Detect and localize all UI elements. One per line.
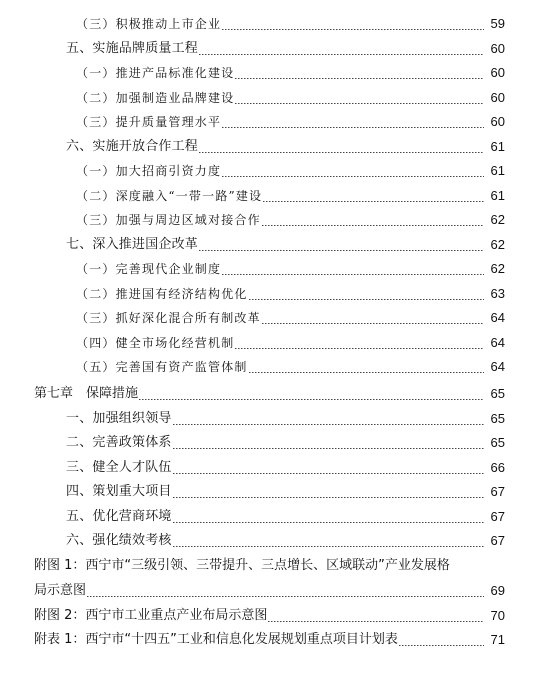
toc-entry-title: 六、实施开放合作工程 <box>66 139 199 154</box>
toc-appendix-1-line2: 局示意图 <box>34 583 87 598</box>
toc-entry-page: 60 <box>490 41 505 56</box>
toc-entry-page: 60 <box>490 114 505 129</box>
toc-entry-title: （三）加强与周边区域对接合作 <box>76 213 261 227</box>
dot-leader <box>87 596 484 597</box>
toc-entry[interactable] <box>0 13 539 35</box>
toc-entry[interactable] <box>0 307 539 329</box>
toc-entry-page: 60 <box>490 65 505 80</box>
toc-entry-title: 二、完善政策体系 <box>66 435 172 450</box>
toc-entry-page: 66 <box>490 460 505 475</box>
toc-entry[interactable] <box>0 136 539 158</box>
dot-leader <box>199 152 484 153</box>
toc-entry[interactable] <box>0 530 539 552</box>
toc-entry[interactable] <box>0 185 539 207</box>
toc-entry-page: 69 <box>490 583 505 598</box>
toc-entry[interactable] <box>0 457 539 479</box>
dot-leader <box>262 323 484 324</box>
toc-entry-page: 61 <box>490 188 505 203</box>
dot-leader <box>139 399 484 400</box>
dot-leader <box>262 225 484 226</box>
toc-entry[interactable] <box>0 160 539 182</box>
toc-entry-page: 62 <box>490 212 505 227</box>
toc-entry-title: （三）抓好深化混合所有制改革 <box>76 311 261 325</box>
toc-entry[interactable] <box>0 332 539 354</box>
toc-entry[interactable] <box>0 111 539 133</box>
toc-appendix-1[interactable] <box>0 580 539 602</box>
toc-entry[interactable] <box>0 87 539 109</box>
toc-entry-page: 62 <box>490 237 505 252</box>
dot-leader <box>199 54 484 55</box>
toc-entry[interactable] <box>0 234 539 256</box>
toc-appendix-3[interactable] <box>0 629 539 651</box>
toc-entry[interactable] <box>0 506 539 528</box>
toc-entry-title: （二）加强制造业品牌建设 <box>76 91 235 105</box>
dot-leader <box>399 645 484 646</box>
toc-entry[interactable] <box>0 258 539 280</box>
toc-entry-page: 67 <box>490 484 505 499</box>
dot-leader <box>222 274 484 275</box>
dot-leader <box>235 348 484 349</box>
toc-entry-title: （五）完善国有资产监管体制 <box>76 360 248 374</box>
toc-entry-title: （三）积极推动上市企业 <box>76 17 222 31</box>
toc-entry-title: 六、强化绩效考核 <box>66 533 172 548</box>
toc-entry-title: 七、深入推进国企改革 <box>66 237 199 252</box>
toc-entry-title: 四、策划重大项目 <box>66 484 172 499</box>
toc-entry-title: 一、加强组织领导 <box>66 411 172 426</box>
toc-entry-page: 64 <box>490 335 505 350</box>
toc-appendix-3-title: 附表 1：西宁市“十四五”工业和信息化发展规划重点项目计划表 <box>34 632 398 647</box>
toc-entry-title: （一）加大招商引资力度 <box>76 164 222 178</box>
toc-appendix-1-line1[interactable]: 附图 1：西宁市“三级引领、三带提升、三点增长、区域联动”产业发展格 <box>34 558 450 573</box>
toc-appendix-2[interactable] <box>0 605 539 627</box>
toc-entry[interactable] <box>0 408 539 430</box>
toc-entry[interactable] <box>0 38 539 60</box>
dot-leader <box>249 372 484 373</box>
toc-entry-page: 63 <box>490 286 505 301</box>
toc-entry-title: 五、实施品牌质量工程 <box>66 41 199 56</box>
toc-entry-title: 五、优化营商环境 <box>66 509 172 524</box>
toc-entry-page: 70 <box>490 608 505 623</box>
dot-leader <box>173 497 484 498</box>
toc-entry-page: 64 <box>490 359 505 374</box>
dot-leader <box>222 29 484 30</box>
toc-entry-title: （四）健全市场化经营机制 <box>76 336 235 350</box>
dot-leader <box>199 250 484 251</box>
toc-entry-page: 67 <box>490 509 505 524</box>
toc-entry[interactable] <box>0 481 539 503</box>
toc-entry-title: （二）深度融入“一带一路”建设 <box>76 189 263 203</box>
toc-entry-title: （三）提升质量管理水平 <box>76 115 222 129</box>
toc-entry[interactable] <box>0 432 539 454</box>
toc-entry-title: （一）完善现代企业制度 <box>76 262 222 276</box>
toc-entry-title: （二）推进国有经济结构优化 <box>76 287 248 301</box>
dot-leader <box>235 103 484 104</box>
dot-leader <box>173 473 484 474</box>
toc-entry-page: 60 <box>490 90 505 105</box>
toc-entry-page: 71 <box>490 632 505 647</box>
toc-entry-title: （一）推进产品标准化建设 <box>76 66 235 80</box>
toc-entry-page: 61 <box>490 163 505 178</box>
toc-chapter-title: 第七章 保障措施 <box>34 386 139 401</box>
toc-entry-page: 65 <box>490 411 505 426</box>
dot-leader <box>222 127 484 128</box>
dot-leader <box>222 176 484 177</box>
toc-entry-title: 三、健全人才队伍 <box>66 460 172 475</box>
dot-leader <box>173 522 484 523</box>
toc-appendix-2-title: 附图 2：西宁市工业重点产业布局示意图 <box>34 608 268 623</box>
toc-entry-page: 59 <box>490 16 505 31</box>
toc-entry-page: 65 <box>490 386 505 401</box>
toc-entry-page: 61 <box>490 139 505 154</box>
dot-leader <box>173 424 484 425</box>
toc-entry[interactable] <box>0 283 539 305</box>
toc-entry-page: 62 <box>490 261 505 276</box>
toc-entry[interactable] <box>0 62 539 84</box>
toc-chapter[interactable] <box>0 383 539 405</box>
toc-entry[interactable] <box>0 356 539 378</box>
toc-entry-page: 67 <box>490 533 505 548</box>
toc-entry[interactable] <box>0 209 539 231</box>
dot-leader <box>249 299 484 300</box>
toc-entry-page: 64 <box>490 310 505 325</box>
dot-leader <box>263 201 484 202</box>
toc-entry-page: 65 <box>490 435 505 450</box>
dot-leader <box>173 448 484 449</box>
dot-leader <box>235 78 484 79</box>
dot-leader <box>173 546 484 547</box>
dot-leader <box>268 621 484 622</box>
